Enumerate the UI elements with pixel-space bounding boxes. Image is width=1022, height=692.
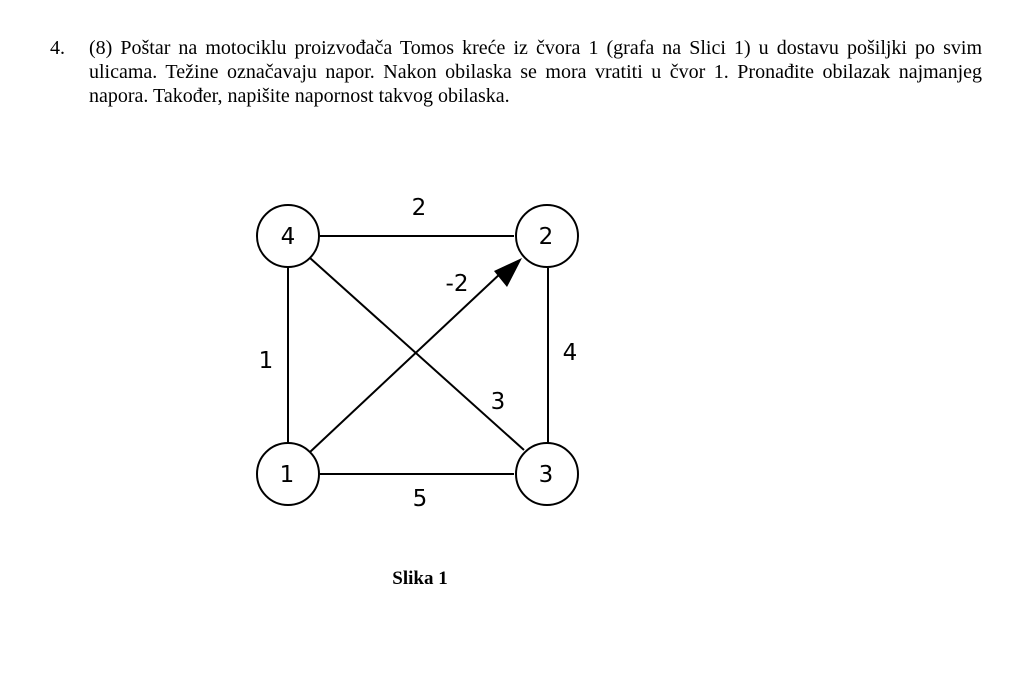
node-2-label: 2 (538, 224, 554, 250)
node-2 (516, 205, 578, 267)
node-3-label: 3 (538, 462, 554, 488)
problem-text: (8) Poštar na motociklu proizvođača Tomos kreće iz čvora 1 (grafa na Slici 1) u dostavu pošiljki po svim ulicama. Težine označavaju napor. Nakon obilaska se mora vratiti u čvor 1. Pronađite obilazak najmanjeg napora. Također, napišite napornost takvog obilaska. (89, 37, 982, 107)
edge-weight-4-1: 1 (258, 348, 274, 374)
edge-weight-2-3: 4 (562, 340, 578, 366)
node-4 (257, 205, 319, 267)
edge-weight-4-3: 3 (490, 389, 506, 415)
arrowhead-icon (494, 258, 522, 287)
edge-weight-1-2: -2 (445, 271, 469, 297)
node-1 (257, 443, 319, 505)
node-4-label: 4 (280, 224, 296, 250)
edge-weight-4-2: 2 (411, 195, 427, 221)
problem-number: 4. (50, 37, 65, 59)
edge-1-2-directed (310, 272, 502, 452)
edge-weight-1-3: 5 (412, 486, 428, 512)
node-3 (516, 443, 578, 505)
figure-caption: Slika 1 (392, 568, 448, 589)
node-1-label: 1 (279, 462, 295, 488)
